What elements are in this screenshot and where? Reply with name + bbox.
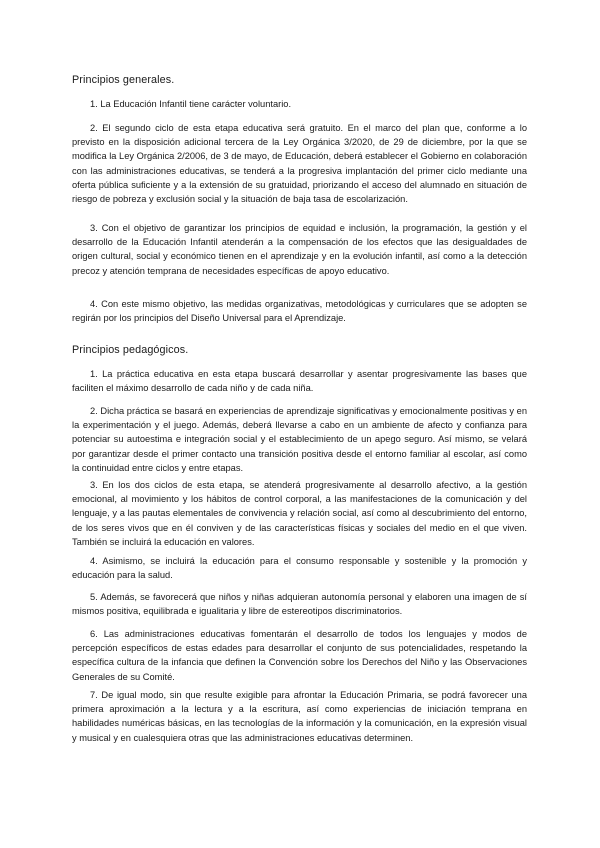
paragraph-general-2: 2. El segundo ciclo de esta etapa educativa será gratuito. En el marco del plan que, conforme a lo previsto en la disposición adicional tercera de la Ley Orgánica 3/2020, de 29 de diciembre, por la que se modifica la Ley Orgánica 2/2006, de 3 de mayo, de Educación, deberá establecer el Gobierno en colaboración con las administraciones educativas, se tenderá a la progresiva implantación del primer ciclo mediante una oferta pública suficiente y a la extensión de su gratuidad, priorizando el acceso del alumnado en situación de riesgo de pobreza y exclusión social y la situación de baja tasa de escolarización.	[72, 123, 527, 205]
paragraph-pedagogical-6: 6. Las administraciones educativas fomentarán el desarrollo de todos los lenguajes y modos de percepción específicos de estas edades para desarrollar el conjunto de sus potencialidades, respetando la específica cultura de la infancia que definen la Convención sobre los Derechos del Niño y las Observaciones Generales de su Comité.	[72, 629, 527, 682]
section-heading-pedagogical: Principios pedagógicos.	[72, 344, 189, 356]
paragraph-pedagogical-2: 2. Dicha práctica se basará en experiencias de aprendizaje significativas y emocionalmente positivas y en la experimentación y el juego. Además, deberá llevarse a cabo en un ambiente de afecto y confianza para potenciar su autoestima e integración social y el establecimiento de un apego seguro. Así mismo, se velará por garantizar desde el primer contacto una transición positiva desde el entorno familiar al escolar, así como la continuidad entre ciclos y entre etapas.	[72, 406, 527, 473]
paragraph-pedagogical-3: 3. En los dos ciclos de esta etapa, se atenderá progresivamente al desarrollo afectivo, a la gestión emocional, al movimiento y los hábitos de control corporal, a las manifestaciones de la comunicación y del lenguaje, y a las pautas elementales de convivencia y relación social, así como al descubrimiento del entorno, de los seres vivos que en él conviven y de las características físicas y sociales del medio en el que viven. También se incluirá la educación en valores.	[72, 480, 527, 547]
paragraph-general-4: 4. Con este mismo objetivo, las medidas organizativas, metodológicas y curriculares que se adopten se regirán por los principios del Diseño Universal para el Aprendizaje.	[72, 299, 527, 324]
paragraph-pedagogical-5: 5. Además, se favorecerá que niños y niñas adquieran autonomía personal y elaboren una imagen de sí mismos positiva, equilibrada e igualitaria y libre de estereotipos discriminatorios.	[72, 592, 527, 617]
paragraph-pedagogical-7: 7. De igual modo, sin que resulte exigible para afrontar la Educación Primaria, se podrá favorecer una primera aproximación a la lectura y a la escritura, así como experiencias de iniciación temprana en habilidades numéricas básicas, en las tecnologías de la información y la comunicación, en la expresión visual y musical y en cualesquiera otras que las administraciones educativas determinen.	[72, 690, 527, 743]
paragraph-general-3: 3. Con el objetivo de garantizar los principios de equidad e inclusión, la programación, la gestión y el desarrollo de la Educación Infantil atenderán a la compensación de los efectos que las desigualdades de origen cultural, social y económico tienen en el aprendizaje y en la evolución infantil, así como a la detección precoz y atención temprana de necesidades específicas de apoyo educativo.	[72, 223, 527, 276]
paragraph-pedagogical-4: 4. Asimismo, se incluirá la educación para el consumo responsable y sostenible y la promoción y educación para la salud.	[72, 556, 527, 581]
paragraph-pedagogical-1: 1. La práctica educativa en esta etapa buscará desarrollar y asentar progresivamente las bases que faciliten el máximo desarrollo de cada niño y de cada niña.	[72, 369, 527, 394]
section-heading-general: Principios generales.	[72, 74, 175, 86]
paragraph-general-1: 1. La Educación Infantil tiene carácter voluntario.	[90, 99, 292, 109]
